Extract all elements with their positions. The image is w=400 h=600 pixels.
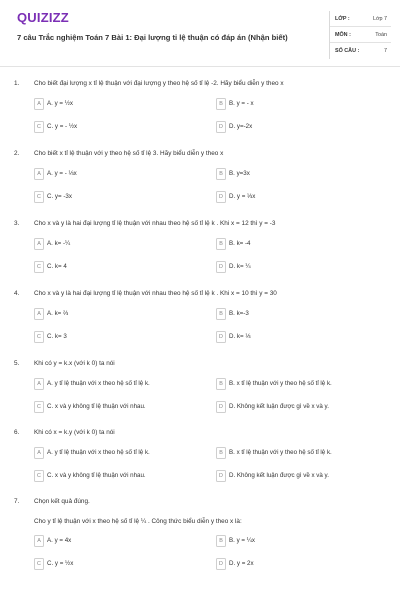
option-c[interactable] <box>34 401 194 413</box>
option-text: A. y tỉ lệ thuận với x theo hệ số tỉ lệ k. <box>47 449 150 456</box>
option-letter-box: A <box>34 168 44 180</box>
option-letter-box: A <box>34 447 44 459</box>
option-a[interactable] <box>34 168 194 180</box>
header-divider <box>0 66 400 67</box>
option-text: A. y = - ⅓x <box>47 170 77 177</box>
option-text: B. k=-3 <box>229 310 249 317</box>
option-text: C. k= 4 <box>47 263 67 270</box>
option-text: B. k= -4 <box>229 240 251 247</box>
option-b[interactable] <box>216 98 376 110</box>
option-text: A. k= -¼ <box>47 240 71 247</box>
question-text: Cho x và y là hai đại lượng tỉ lệ thuận với nhau theo hệ số tỉ lệ k . Khi x = 12 thì y = -3 <box>34 220 276 227</box>
option-text: B. x tỉ lệ thuận với y theo hệ số tỉ lệ k. <box>229 380 332 387</box>
meta-key: LỚP : <box>335 16 350 22</box>
option-a[interactable] <box>34 447 194 459</box>
question-number: 6. <box>14 429 20 436</box>
option-c[interactable] <box>34 470 194 482</box>
option-letter-box: C <box>34 331 44 343</box>
question-text: Khi có y = k.x (với k 0) ta nói <box>34 360 115 367</box>
option-letter-box: C <box>34 261 44 273</box>
meta-row-count <box>330 43 391 59</box>
option-d[interactable] <box>216 121 376 133</box>
option-b[interactable] <box>216 447 376 459</box>
option-c[interactable] <box>34 558 194 570</box>
option-letter-box: C <box>34 121 44 133</box>
option-text: B. x tỉ lệ thuận với y theo hệ số tỉ lệ k. <box>229 449 332 456</box>
option-letter-box: C <box>34 558 44 570</box>
option-a[interactable] <box>34 308 194 320</box>
option-letter-box: D <box>216 470 226 482</box>
question-text: Chọn kết quả đúng. <box>34 498 90 505</box>
option-a[interactable] <box>34 535 194 547</box>
option-d[interactable] <box>216 558 376 570</box>
meta-key: MÔN : <box>335 32 351 38</box>
question-text: Cho x và y là hai đại lượng tỉ lệ thuận với nhau theo hệ số tỉ lệ k . Khi x = 10 thì y = 30 <box>34 290 277 297</box>
question-text: Cho biết đại lượng x tỉ lệ thuận với đại lượng y theo hệ số tỉ lệ -2. Hãy biểu diễn y theo x <box>34 80 284 87</box>
meta-value: 7 <box>384 48 387 54</box>
option-b[interactable] <box>216 168 376 180</box>
option-text: C. y= -3x <box>47 193 72 200</box>
option-text: C. x và y không tỉ lệ thuận với nhau. <box>47 472 146 479</box>
option-text: D. y = ⅓x <box>229 193 256 200</box>
option-letter-box: A <box>34 308 44 320</box>
option-d[interactable] <box>216 470 376 482</box>
option-letter-box: B <box>216 378 226 390</box>
option-c[interactable] <box>34 191 194 203</box>
question-number: 5. <box>14 360 20 367</box>
option-letter-box: B <box>216 98 226 110</box>
option-letter-box: D <box>216 121 226 133</box>
option-text: A. y = ½x <box>47 100 73 107</box>
option-text: B. y = ¼x <box>229 537 255 544</box>
question-number: 1. <box>14 80 20 87</box>
option-text: C. y = ½x <box>47 560 74 567</box>
worksheet-header <box>0 0 400 68</box>
meta-value: Toán <box>375 32 387 38</box>
option-letter-box: A <box>34 98 44 110</box>
question-number: 2. <box>14 150 20 157</box>
option-letter-box: B <box>216 535 226 547</box>
question-text: Cho biết x tỉ lệ thuận với y theo hệ số tỉ lệ 3. Hãy biểu diễn y theo x <box>34 150 224 157</box>
option-a[interactable] <box>34 238 194 250</box>
question-subtext: Cho y tỉ lệ thuận với x theo hệ số tỉ lệ ¼ . Công thức biểu diễn y theo x là: <box>34 518 242 525</box>
option-text: A. k= ⅔ <box>47 310 69 317</box>
question-text: Khi có x = k.y (với k 0) ta nói <box>34 429 115 436</box>
option-text: B. y=3x <box>229 170 250 177</box>
option-d[interactable] <box>216 261 376 273</box>
meta-row-subject <box>330 27 391 43</box>
option-letter-box: C <box>34 470 44 482</box>
option-letter-box: B <box>216 168 226 180</box>
option-c[interactable] <box>34 331 194 343</box>
option-letter-box: A <box>34 378 44 390</box>
option-c[interactable] <box>34 121 194 133</box>
option-a[interactable] <box>34 98 194 110</box>
option-b[interactable] <box>216 378 376 390</box>
meta-value: Lớp 7 <box>372 16 387 22</box>
option-b[interactable] <box>216 535 376 547</box>
option-letter-box: D <box>216 558 226 570</box>
meta-key: SỐ CÂU : <box>335 48 360 54</box>
option-letter-box: C <box>34 401 44 413</box>
option-letter-box: D <box>216 261 226 273</box>
option-letter-box: B <box>216 308 226 320</box>
option-a[interactable] <box>34 378 194 390</box>
option-text: C. x và y không tỉ lệ thuận với nhau. <box>47 403 146 410</box>
option-letter-box: A <box>34 238 44 250</box>
option-b[interactable] <box>216 238 376 250</box>
option-letter-box: B <box>216 238 226 250</box>
option-c[interactable] <box>34 261 194 273</box>
option-letter-box: D <box>216 331 226 343</box>
option-letter-box: D <box>216 401 226 413</box>
option-text: D. k= ⅓ <box>229 333 251 340</box>
quizizz-logo: QUIZIZZ <box>17 10 69 25</box>
option-letter-box: A <box>34 535 44 547</box>
option-letter-box: B <box>216 447 226 459</box>
option-d[interactable] <box>216 331 376 343</box>
option-letter-box: D <box>216 191 226 203</box>
question-number: 4. <box>14 290 20 297</box>
option-text: A. y = 4x <box>47 537 72 544</box>
option-text: D. y=-2x <box>229 123 253 130</box>
option-d[interactable] <box>216 191 376 203</box>
meta-row-class <box>330 11 391 27</box>
option-text: C. y = - ½x <box>47 123 78 130</box>
option-text: C. k= 3 <box>47 333 67 340</box>
option-text: B. y = - x <box>229 100 254 107</box>
option-text: D. k= ¼ <box>229 263 251 270</box>
option-letter-box: C <box>34 191 44 203</box>
option-text: D. Không kết luận được gì về x và y. <box>229 403 329 410</box>
option-text: D. Không kết luận được gì về x và y. <box>229 472 329 479</box>
question-number: 3. <box>14 220 20 227</box>
worksheet-title: 7 câu Trắc nghiệm Toán 7 Bài 1: Đại lượng tỉ lệ thuận có đáp án (Nhận biết) <box>17 33 288 42</box>
option-d[interactable] <box>216 401 376 413</box>
option-text: D. y = 2x <box>229 560 254 567</box>
worksheet-meta <box>329 11 391 59</box>
question-number: 7. <box>14 498 20 505</box>
option-b[interactable] <box>216 308 376 320</box>
option-text: A. y tỉ lệ thuận với x theo hệ số tỉ lệ k. <box>47 380 150 387</box>
